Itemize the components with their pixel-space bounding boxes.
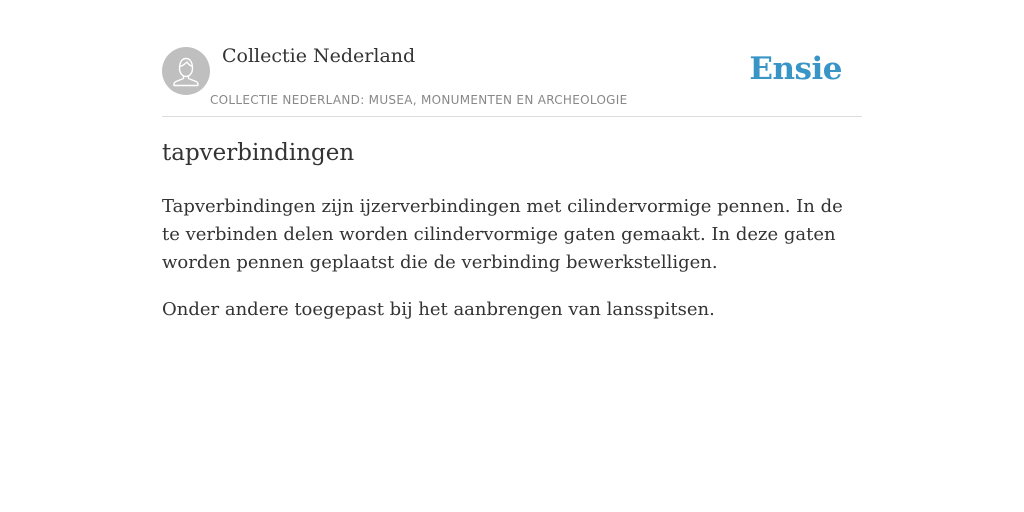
main-content	[162, 0, 862, 320]
user-silhouette-icon	[162, 47, 210, 95]
author-avatar[interactable]	[162, 47, 210, 95]
article-body	[162, 193, 862, 343]
article-paragraph: Onder andere toegepast bij het aanbrengen van lansspitsen.	[162, 299, 715, 320]
article-term-title: tapverbindingen	[162, 140, 355, 166]
ensie-logo[interactable]: Ensie	[749, 51, 842, 87]
article-paragraph: Tapverbindingen zijn ijzerverbindingen met cilindervormige pennen. In de te verbinden delen worden cilindervormige gaten gemaakt. In deze gaten worden pennen geplaatst die de verbinding bewerkstelligen.	[162, 196, 843, 273]
author-subtitle: COLLECTIE NEDERLAND: MUSEA, MONUMENTEN EN ARCHEOLOGIE	[210, 93, 628, 107]
author-name[interactable]: Collectie Nederland	[222, 45, 416, 67]
article-header	[162, 0, 862, 117]
